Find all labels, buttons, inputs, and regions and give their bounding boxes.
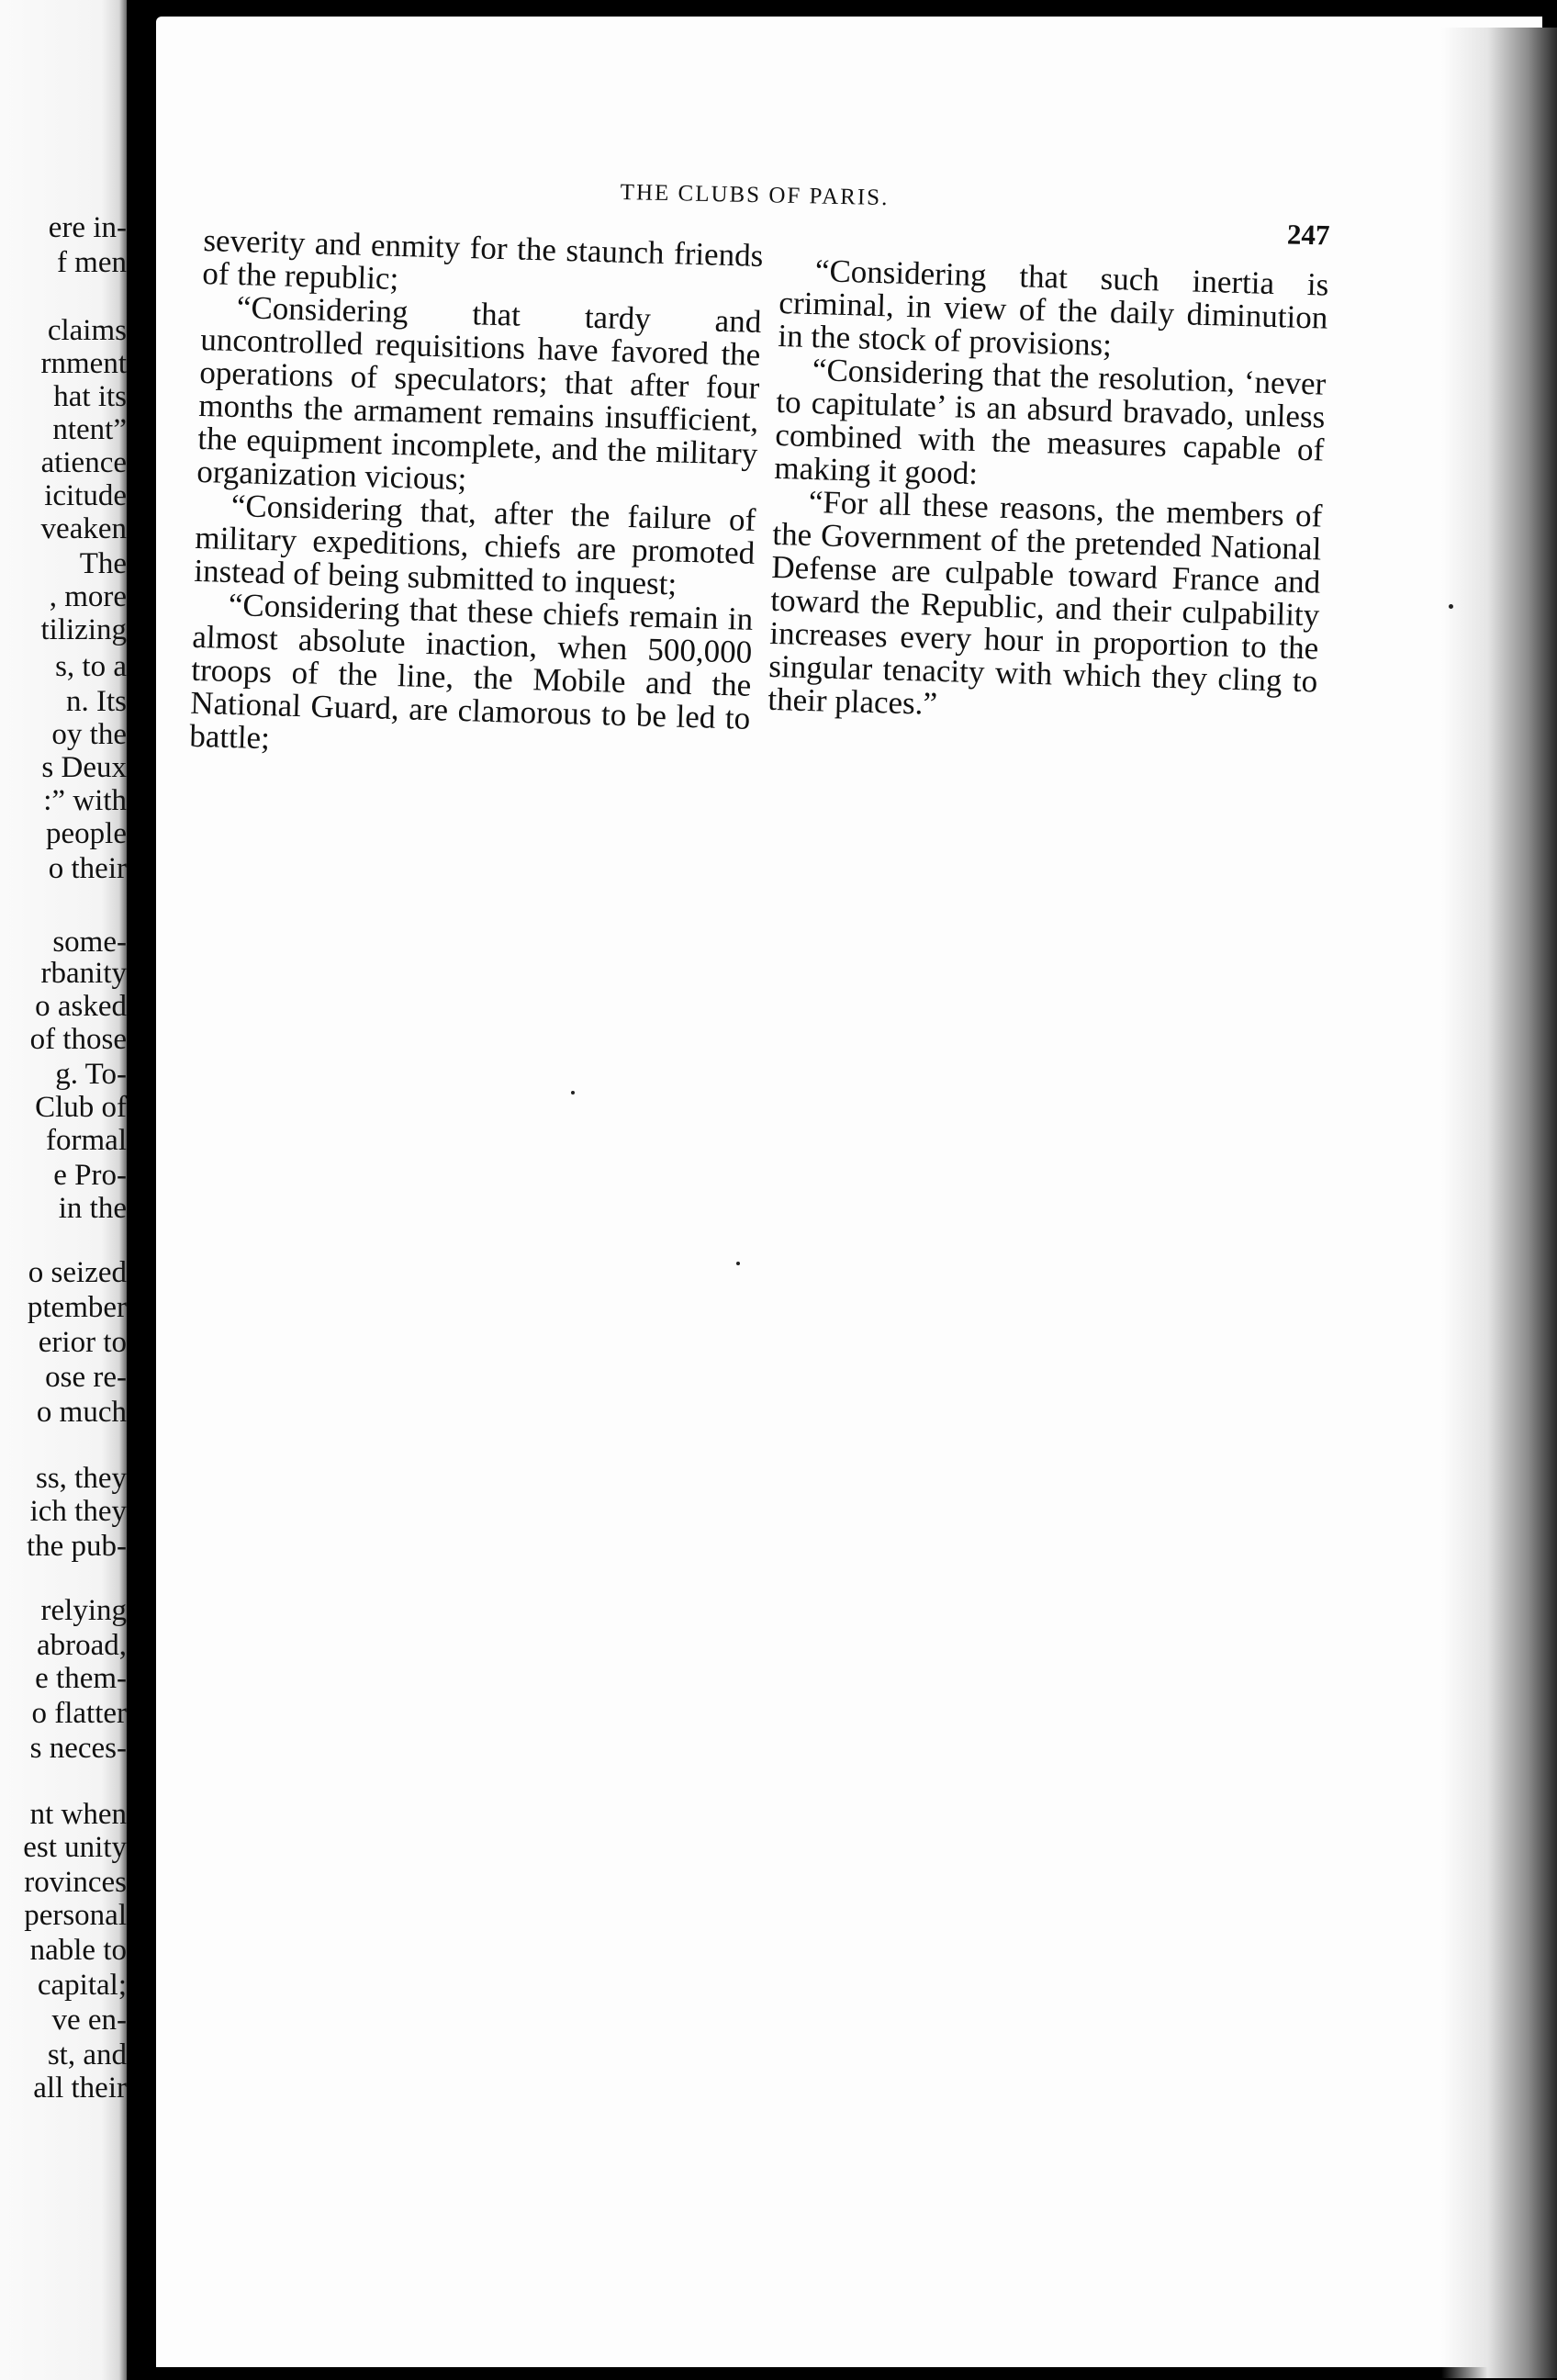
facing-page-line: ose re- (45, 1361, 127, 1394)
facing-page-line: hat its (53, 380, 127, 413)
facing-page-line: rovinces (24, 1866, 127, 1899)
facing-page-line: st, and (47, 2038, 127, 2071)
scan-speck (1449, 604, 1453, 609)
facing-page-line: s neces- (29, 1732, 127, 1765)
facing-page-line: ve en- (51, 2004, 127, 2037)
paragraph: “Considering that such inertia is criminal, in view of the daily diminution in the stock of provisions; (777, 253, 1329, 364)
facing-page-line: people (46, 817, 127, 850)
facing-page-line: ntent” (52, 413, 127, 446)
facing-page-line: ptember (27, 1291, 127, 1324)
facing-page-line: some- (52, 926, 127, 959)
facing-page-line: tilizing (40, 613, 127, 646)
paragraph: “Considering that, after the failure of military expeditions, chiefs are promoted instead of being submitted to inquest; (193, 487, 756, 602)
facing-page-line: est unity (23, 1831, 127, 1864)
facing-page-line: nt when (29, 1798, 127, 1831)
text-column-right (767, 253, 1329, 732)
book-gutter (127, 0, 156, 2380)
facing-page-line: personal (24, 1899, 127, 1932)
facing-page-line: rnment (40, 347, 127, 380)
facing-page-line: Club of (35, 1091, 127, 1124)
facing-page-line: o seized (28, 1256, 127, 1289)
facing-page-line: s, to a (55, 650, 127, 683)
facing-page-line: o asked (35, 990, 127, 1023)
facing-page-left (0, 0, 127, 2380)
paragraph: “Considering that tardy and uncontrolled requisitions have favored the operations of speculators; that after four months the armament remains insufficient, the equipment incomplete, and the military organization vicious; (196, 289, 762, 498)
facing-page-line: ere in- (48, 211, 127, 244)
scan-speck (736, 1262, 740, 1265)
facing-page-line: e them- (35, 1662, 127, 1695)
facing-page-line: oy the (51, 718, 127, 751)
facing-page-line: ss, they (36, 1462, 127, 1495)
facing-page-line: icitude (44, 479, 127, 512)
paragraph: severity and enmity for the staunch friends of the republic; (201, 222, 764, 297)
facing-page-line: , more (49, 580, 127, 613)
facing-page-line: n. Its (66, 685, 127, 718)
facing-page-line: erior to (38, 1326, 127, 1359)
facing-page-line: e Pro- (53, 1159, 127, 1192)
facing-page-line: the pub- (26, 1530, 127, 1563)
facing-page-line: formal (46, 1124, 127, 1157)
facing-page-line: claims (47, 314, 127, 347)
facing-page-line: rbanity (40, 957, 127, 990)
facing-page-line: abroad, (36, 1629, 127, 1662)
facing-page-line: nable to (29, 1934, 127, 1967)
facing-page-line: in the (58, 1192, 127, 1225)
facing-page-line: veaken (40, 512, 127, 545)
facing-page-line: capital; (37, 1969, 127, 2002)
facing-page-line: o flatter (31, 1697, 127, 1730)
paragraph: “Considering that the resolution, ‘never to capitulate’ is an absurd bravado, unless combined with the measures capable of making it good: (773, 352, 1327, 492)
facing-page-line: The (79, 547, 127, 580)
scan-speck (571, 1091, 575, 1095)
facing-page-line: atience (40, 446, 127, 479)
facing-page-line: all their (33, 2071, 127, 2105)
facing-page-line: s Deux (41, 751, 127, 784)
facing-page-line: o their (48, 852, 127, 885)
facing-page-line: g. To- (55, 1058, 127, 1091)
page-number: 247 (1286, 218, 1330, 252)
text-column-left (189, 224, 764, 769)
facing-page-line: ich they (29, 1495, 127, 1528)
facing-page-line: o much (36, 1396, 127, 1429)
paragraph: “Considering that these chiefs remain in almost absolute inaction, when 500,000 troops of the line, the Mobile and the National Guard, are clamorous to be led to battle; (188, 586, 754, 757)
running-head: THE CLUBS OF PARIS. (620, 180, 890, 211)
facing-page-line: of those (29, 1023, 127, 1056)
page-edge-shadow (1441, 28, 1557, 2378)
facing-page-line: f men (56, 246, 127, 279)
paragraph: “For all these reasons, the members of the Government of the pretended National Defense are culpable toward France and toward the Republic, and their culpability increases every hour in proportion to the singular tenacity with which they cling to their places.” (767, 483, 1323, 722)
facing-page-line: :” with (43, 784, 127, 817)
facing-page-line: relying (40, 1594, 127, 1627)
